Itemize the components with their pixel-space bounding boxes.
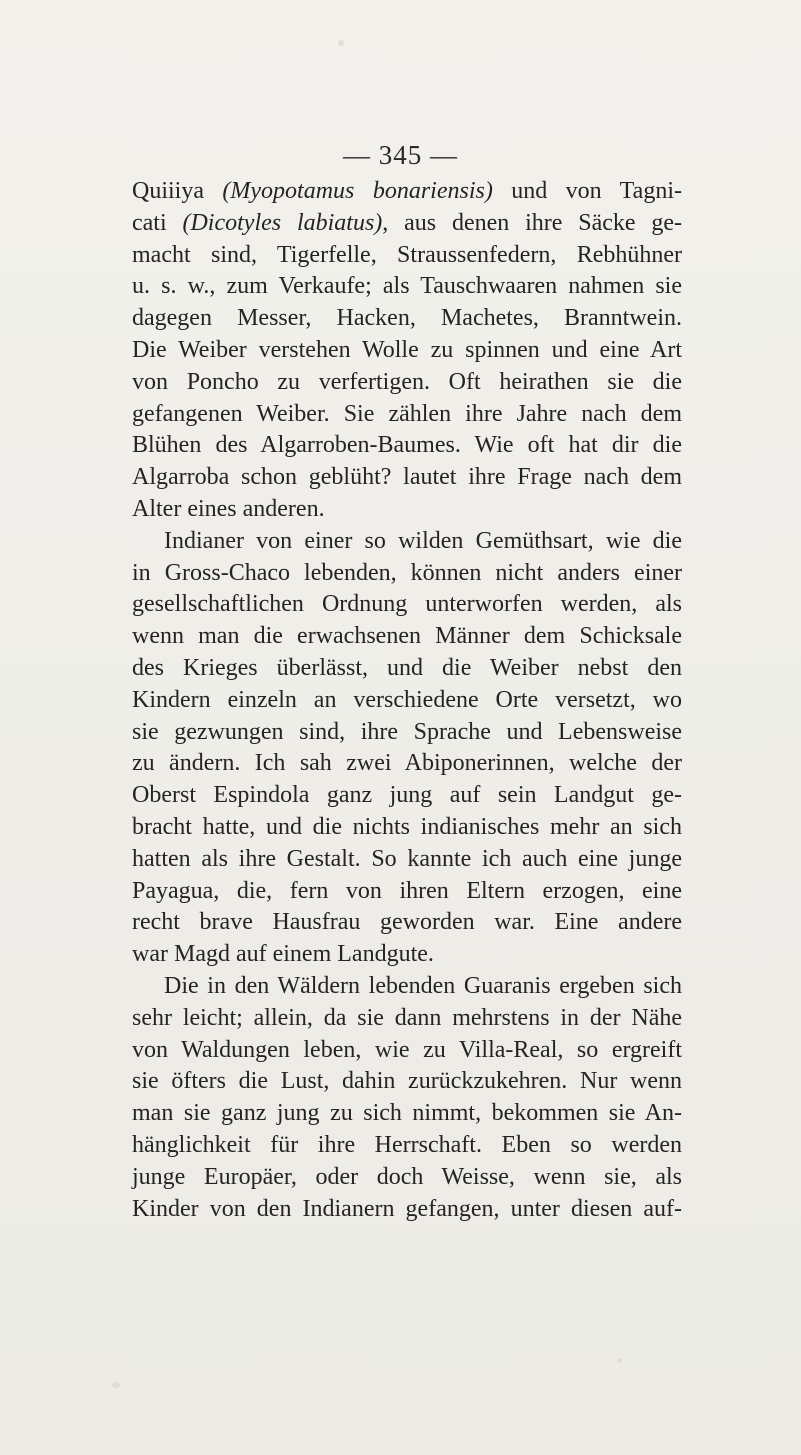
text-segment: Alter eines anderen.	[132, 495, 325, 522]
text-segment: Die Weiber verstehen Wolle zu spinnen und eine Art	[132, 336, 682, 363]
text-segment: zu ändern. Ich sah zwei Abiponerinnen, welche der	[132, 750, 682, 777]
text-line	[132, 303, 682, 335]
text-segment: in Gross-Chaco lebenden, können nicht anders einer	[132, 559, 682, 586]
text-segment: Blühen des Algarroben-Baumes. Wie oft hat dir die	[132, 432, 682, 459]
text-segment: sie gezwungen sind, ihre Sprache und Lebensweise	[132, 718, 682, 745]
text-line	[132, 271, 682, 303]
text-segment: des Krieges überlässt, und die Weiber nebst den	[132, 654, 682, 681]
page-number: — 345 —	[343, 140, 458, 170]
text-line	[132, 335, 682, 367]
text-line	[132, 526, 682, 558]
text-segment: gefangenen Weiber. Sie zählen ihre Jahre nach dem	[132, 400, 682, 427]
text-line	[132, 844, 682, 876]
text-segment: man sie ganz jung zu sich nimmt, bekommen sie An-	[132, 1100, 682, 1127]
text-line	[132, 430, 682, 462]
text-segment: hatten als ihre Gestalt. So kannte ich auch eine junge	[132, 845, 682, 872]
text-segment: dagegen Messer, Hacken, Machetes, Branntwein.	[132, 305, 682, 332]
text-segment: cati	[132, 209, 183, 236]
text-line	[132, 399, 682, 431]
text-segment: Quiiiya	[132, 178, 223, 204]
text-line	[132, 1162, 682, 1194]
text-line	[132, 589, 682, 621]
paper-stain	[112, 1382, 120, 1388]
text-line	[132, 1130, 682, 1162]
text-line	[132, 1066, 682, 1098]
text-line	[132, 748, 682, 780]
paper-stain	[617, 1358, 622, 1363]
text-line	[132, 1098, 682, 1130]
text-segment: von Poncho zu verfertigen. Oft heirathen sie die	[132, 368, 682, 395]
text-line	[132, 780, 682, 812]
text-segment: und von Tagni-	[492, 178, 682, 204]
text-line	[132, 558, 682, 590]
text-segment: sehr leicht; allein, da sie dann mehrstens in der Nähe	[132, 1004, 682, 1031]
text-line	[132, 208, 682, 240]
text-segment: Kindern einzeln an verschiedene Orte versetzt, wo	[132, 686, 682, 713]
text-line	[132, 939, 682, 971]
text-line	[132, 1035, 682, 1067]
text-segment: junge Europäer, oder doch Weisse, wenn sie, als	[132, 1163, 682, 1190]
text-segment: von Waldungen leben, wie zu Villa-Real, so ergreift	[132, 1036, 682, 1063]
text-line	[132, 653, 682, 685]
text-line	[132, 717, 682, 749]
body-text	[132, 176, 682, 1225]
text-segment: sie öfters die Lust, dahin zurückzukehren. Nur wenn	[132, 1068, 682, 1095]
text-line	[132, 176, 682, 208]
text-line	[132, 1194, 682, 1226]
text-line	[132, 907, 682, 939]
text-segment: recht brave Hausfrau geworden war. Eine andere	[132, 909, 682, 936]
text-line	[132, 621, 682, 653]
text-segment: Kinder von den Indianern gefangen, unter diesen auf-	[132, 1195, 682, 1222]
text-line	[132, 240, 682, 272]
text-line	[132, 367, 682, 399]
text-line	[132, 462, 682, 494]
text-segment: gesellschaftlichen Ordnung unterworfen werden, als	[132, 591, 682, 618]
text-segment: Algarroba schon geblüht? lautet ihre Frage nach dem	[132, 464, 682, 491]
text-segment: war Magd auf einem Landgute.	[132, 941, 434, 968]
text-line	[132, 1003, 682, 1035]
text-segment: macht sind, Tigerfelle, Straussenfedern, Rebhühner	[132, 241, 682, 268]
text-line	[132, 494, 682, 526]
text-segment: wenn man die erwachsenen Männer dem Schicksale	[132, 623, 682, 650]
text-line	[132, 971, 682, 1003]
text-segment: Payagua, die, fern von ihren Eltern erzogen, eine	[132, 877, 682, 904]
text-segment: hänglichkeit für ihre Herrschaft. Eben so werden	[132, 1131, 682, 1158]
italic-segment: (Myopotamus bonariensis)	[222, 178, 493, 204]
paper-stain	[338, 40, 344, 46]
text-segment: u. s. w., zum Verkaufe; als Tauschwaaren nahmen sie	[132, 273, 682, 300]
text-segment: Indianer von einer so wilden Gemüthsart, wie die	[164, 527, 682, 554]
text-line	[132, 812, 682, 844]
italic-segment: (Dicotyles labiatus)	[182, 209, 383, 236]
text-segment: bracht hatte, und die nichts indianisches mehr an sich	[132, 813, 682, 840]
text-line	[132, 685, 682, 717]
text-segment: Oberst Espindola ganz jung auf sein Landgut ge-	[132, 782, 682, 809]
text-segment: , aus denen ihre Säcke ge-	[382, 209, 683, 236]
text-segment: Die in den Wäldern lebenden Guaranis ergeben sich	[164, 972, 682, 999]
text-line	[132, 876, 682, 908]
